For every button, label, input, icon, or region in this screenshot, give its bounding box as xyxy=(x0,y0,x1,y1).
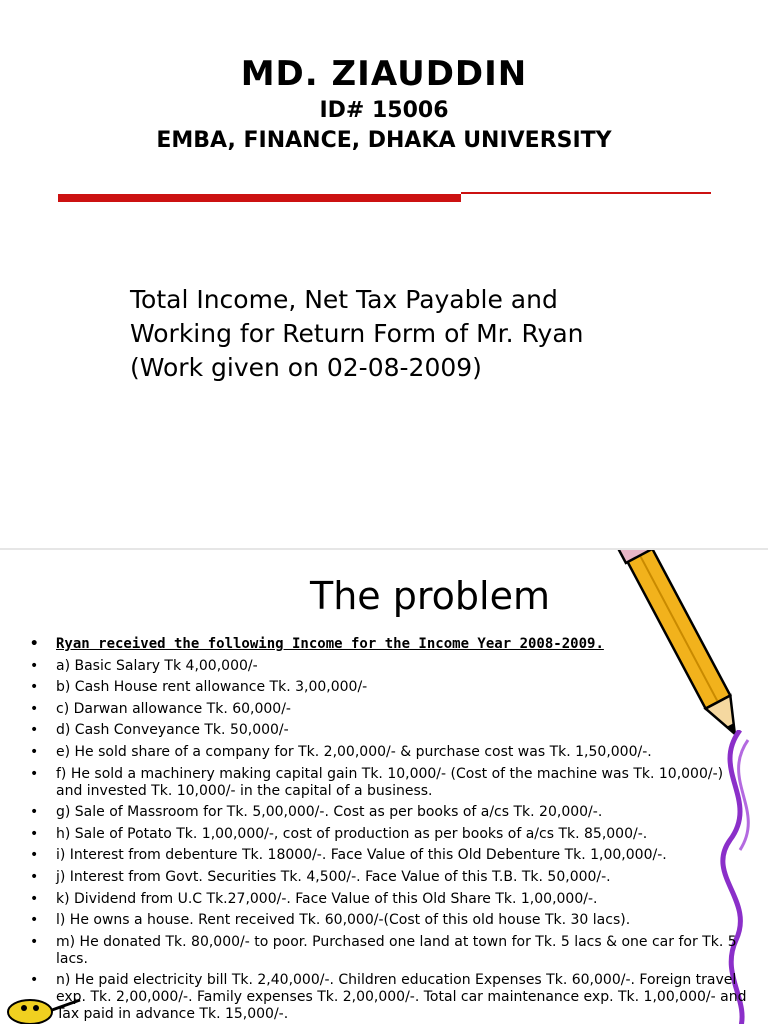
list-item-text: l) He owns a house. Rent received Tk. 60,000/-(Cost of this old house Tk. 30 lacs). xyxy=(56,912,631,929)
list-item-text: Ryan received the following Income for the Income Year 2008-2009. xyxy=(56,636,604,652)
author-name: MD. ZIAUDDIN xyxy=(240,54,528,94)
author-id: ID# 15006 xyxy=(319,98,449,123)
bullet-icon: • xyxy=(30,825,39,842)
bullet-icon: • xyxy=(30,890,39,907)
list-item xyxy=(30,636,750,653)
bullet-icon: • xyxy=(30,847,39,864)
list-item xyxy=(30,679,750,696)
list-item xyxy=(30,804,750,821)
list-item xyxy=(30,934,750,968)
subtitle-line: (Work given on 02-08-2009) xyxy=(130,353,482,382)
bullet-icon: • xyxy=(30,868,39,885)
slide-title: The problem xyxy=(310,574,550,618)
problem-slide xyxy=(0,550,768,1024)
list-item xyxy=(30,658,750,675)
list-item-text: a) Basic Salary Tk 4,00,000/- xyxy=(56,657,258,674)
list-item xyxy=(30,744,750,761)
bullet-icon: • xyxy=(30,765,39,782)
list-item-text: d) Cash Conveyance Tk. 50,000/- xyxy=(56,722,289,739)
list-item-text: c) Darwan allowance Tk. 60,000/- xyxy=(56,700,291,717)
bullet-icon: • xyxy=(30,743,39,760)
bullet-icon: • xyxy=(30,912,39,929)
list-item-text: n) He paid electricity bill Tk. 2,40,000/-. Children education Expenses Tk. 60,000/-. Foreign travel exp. Tk. 2,00,000/-. Family expenses Tk. 2,00,000/-. Total car maintenance exp. Tk. 1,00,000/- and Tax paid in advance Tk. 15,000/-. xyxy=(56,972,747,1023)
list-item xyxy=(30,826,750,843)
list-item xyxy=(30,891,750,908)
bullet-icon: • xyxy=(30,972,39,989)
list-item-text: e) He sold share of a company for Tk. 2,00,000/- & purchase cost was Tk. 1,50,000/-. xyxy=(56,743,652,760)
accent-line xyxy=(461,192,711,194)
list-item xyxy=(30,701,750,718)
author-institution: EMBA, FINANCE, DHAKA UNIVERSITY xyxy=(156,128,612,153)
list-item-text: h) Sale of Potato Tk. 1,00,000/-, cost of production as per books of a/cs Tk. 85,000/-. xyxy=(56,825,648,842)
list-item-text: i) Interest from debenture Tk. 18000/-. Face Value of this Old Debenture Tk. 1,00,000/-. xyxy=(56,847,667,864)
bullet-icon: • xyxy=(30,804,39,821)
list-item xyxy=(30,722,750,739)
bullet-icon: • xyxy=(30,679,39,696)
list-item xyxy=(30,912,750,929)
bullet-icon: • xyxy=(30,700,39,717)
list-item xyxy=(30,766,750,800)
subtitle-line: Working for Return Form of Mr. Ryan xyxy=(130,319,584,348)
list-item xyxy=(30,869,750,886)
list-item-text: b) Cash House rent allowance Tk. 3,00,000/- xyxy=(56,679,368,696)
list-item-text: m) He donated Tk. 80,000/- to poor. Purchased one land at town for Tk. 5 lacs & one car for Tk. 5 lacs. xyxy=(56,933,737,967)
bullet-icon: • xyxy=(30,722,39,739)
slide-subtitle xyxy=(130,283,730,385)
problem-list xyxy=(30,636,750,1024)
bullet-icon: • xyxy=(30,636,39,652)
subtitle-line: Total Income, Net Tax Payable and xyxy=(130,285,558,314)
accent-bar xyxy=(58,194,461,202)
list-item-text: f) He sold a machinery making capital gain Tk. 10,000/- (Cost of the machine was Tk. 10,000/-) and invested Tk. 10,000/- in the capital of a business. xyxy=(56,765,724,799)
list-item xyxy=(30,972,750,1023)
list-item xyxy=(30,847,750,864)
list-item-text: g) Sale of Massroom for Tk. 5,00,000/-. Cost as per books of a/cs Tk. 20,000/-. xyxy=(56,804,603,821)
bullet-icon: • xyxy=(30,933,39,950)
list-item-text: j) Interest from Govt. Securities Tk. 4,500/-. Face Value of this T.B. Tk. 50,000/-. xyxy=(56,868,611,885)
bullet-icon: • xyxy=(30,657,39,674)
list-item-text: k) Dividend from U.C Tk.27,000/-. Face Value of this Old Share Tk. 1,00,000/-. xyxy=(56,890,598,907)
